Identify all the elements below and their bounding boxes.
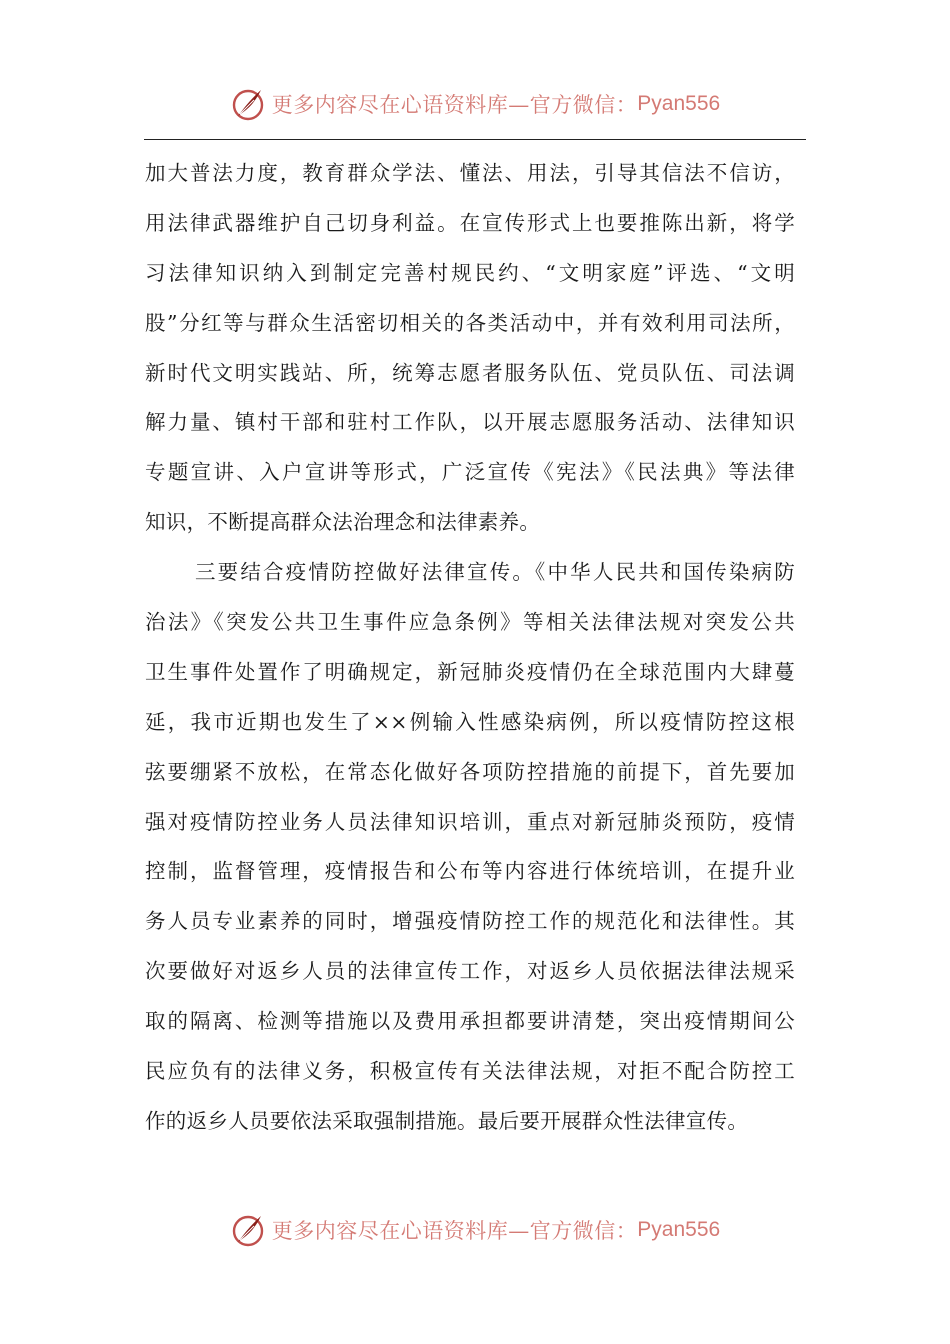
text-line: 股”分红等与群众生活密切相关的各类活动中，并有效利用司法所， bbox=[145, 310, 795, 335]
text-line: 强对疫情防控业务人员法律知识培训，重点对新冠肺炎预防，疫情 bbox=[145, 809, 795, 834]
footer-banner bbox=[0, 1208, 950, 1252]
text-line: 解力量、镇村干部和驻村工作队，以开展志愿服务活动、法律知识 bbox=[145, 410, 795, 435]
quill-circle-icon bbox=[230, 1212, 266, 1248]
text-line: 务人员专业素养的同时，增强疫情防控工作的规范化和法律性。其 bbox=[145, 909, 795, 934]
text-line: 卫生事件处置作了明确规定，新冠肺炎疫情仍在全球范围内大肆蔓 bbox=[145, 659, 795, 684]
text-line: 控制，监督管理，疫情报告和公布等内容进行体统培训，在提升业 bbox=[145, 859, 795, 884]
text-line: 用法律武器维护自己切身利益。在宣传形式上也要推陈出新，将学 bbox=[145, 210, 795, 235]
text-line: 弦要绷紧不放松，在常态化做好各项防控措施的前提下，首先要加 bbox=[145, 759, 795, 784]
banner-text: 更多内容尽在心语资料库—官方微信： bbox=[271, 93, 638, 117]
document-body bbox=[145, 149, 795, 1147]
text-line: 三要结合疫情防控做好法律宣传。《中华人民共和国传染病防 bbox=[195, 560, 795, 585]
text-line: 加大普法力度，教育群众学法、懂法、用法，引导其信法不信访， bbox=[145, 161, 795, 185]
text-line: 取的隔离、检测等措施以及费用承担都要讲清楚，突出疫情期间公 bbox=[145, 1009, 795, 1034]
text-line: 治法》《突发公共卫生事件应急条例》等相关法律法规对突发公共 bbox=[145, 610, 795, 635]
text-line: 作的返乡人员要依法采取强制措施。最后要开展群众性法律宣传。 bbox=[145, 1108, 749, 1133]
text-line: 知识，不断提高群众法治理念和法律素养。 bbox=[145, 510, 541, 535]
header-divider bbox=[144, 139, 806, 140]
wechat-id: Pyan556 bbox=[637, 1218, 721, 1241]
wechat-id: Pyan556 bbox=[637, 92, 721, 115]
text-line: 民应负有的法律义务，积极宣传有关法律法规，对拒不配合防控工 bbox=[145, 1059, 795, 1084]
header-banner bbox=[0, 82, 950, 126]
banner-text: 更多内容尽在心语资料库—官方微信： bbox=[271, 1219, 638, 1243]
text-line: 延，我市近期也发生了××例输入性感染病例，所以疫情防控这根 bbox=[145, 709, 795, 734]
text-line: 习法律知识纳入到制定完善村规民约、“文明家庭”评选、“文明 bbox=[145, 260, 795, 285]
text-line: 专题宣讲、入户宣讲等形式，广泛宣传《宪法》《民法典》等法律 bbox=[145, 460, 795, 485]
text-line: 次要做好对返乡人员的法律宣传工作，对返乡人员依据法律法规采 bbox=[145, 959, 795, 984]
quill-circle-icon bbox=[230, 86, 266, 122]
text-line: 新时代文明实践站、所，统筹志愿者服务队伍、党员队伍、司法调 bbox=[145, 360, 795, 385]
